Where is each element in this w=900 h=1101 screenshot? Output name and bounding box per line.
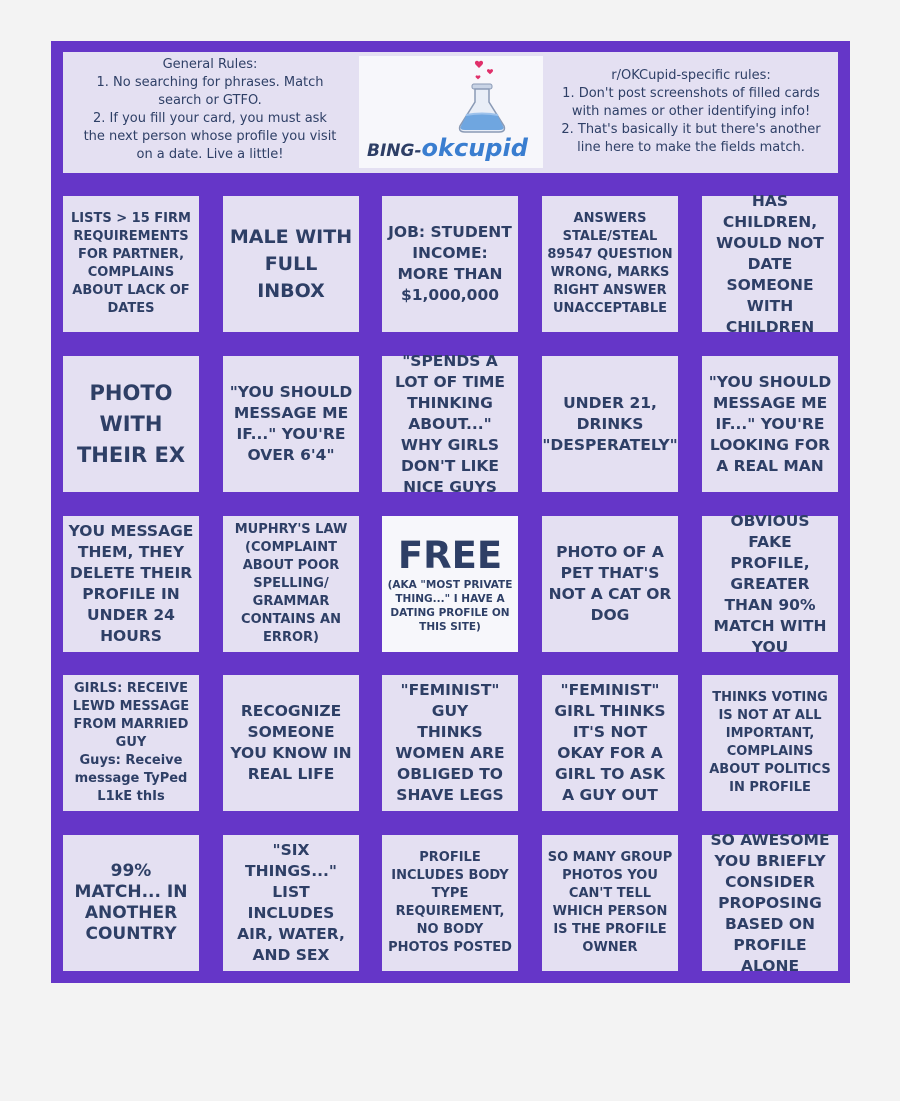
general-rules-line: search or GTFO. [158,93,262,108]
cell-text: THINKS WOMEN ARE OBLIGED TO SHAVE LEGS [395,723,505,804]
cell-text: JOB: STUDENT [388,223,512,241]
bingo-cell[interactable] [542,196,678,332]
bingo-cell[interactable] [542,675,678,811]
general-rules-line: 1. No searching for phrases. Match [96,75,324,90]
bingo-grid [51,41,850,983]
cell-text: LISTS > 15 FIRM REQUIREMENTS FOR PARTNER, COMPLAINS ABOUT LACK OF DATES [71,211,191,316]
cell-text: INCOME: MORE THAN $1,000,000 [397,244,503,304]
cell-text: MUPHRY'S LAW (COMPLAINT ABOUT POOR SPELLING/ GRAMMAR CONTAINS AN ERROR) [234,522,348,645]
cell-text: RECOGNIZE SOMEONE YOU KNOW IN REAL LIFE [230,702,352,783]
bingo-cell[interactable] [63,516,199,652]
cell-text: "YOU SHOULD MESSAGE ME IF..." YOU'RE LOOKING FOR A REAL MAN [708,372,832,475]
cell-text: "FEMINIST" GIRL THINKS IT'S NOT OKAY FOR A GIRL TO ASK A GUY OUT [554,681,666,804]
cell-text: PHOTO WITH THEIR EX [76,380,186,467]
specific-rules-line: line here to make the fields match. [577,140,805,155]
bingo-cell[interactable] [542,356,678,492]
specific-rules-line: 2. That's basically it but there's another [561,122,821,137]
cell-text: "SIX THINGS..." LIST INCLUDES AIR, WATER, AND SEX [237,841,345,964]
specific-rules-line: 1. Don't post screenshots of filled cards [562,86,820,101]
bingo-card [51,41,850,983]
cell-text: PHOTO OF A PET THAT'S NOT A CAT OR DOG [548,543,672,624]
specific-rules-line: with names or other identifying info! [571,104,811,119]
cell-text: SO AWESOME YOU BRIEFLY CONSIDER PROPOSING BASED ON PROFILE ALONE [710,830,830,975]
cell-text: 99% MATCH... IN ANOTHER COUNTRY [74,861,188,944]
specific-rules-line: r/OKCupid-specific rules: [611,68,771,83]
cell-text: MALE WITH FULL INBOX [229,225,353,302]
cell-text: PROFILE INCLUDES BODY TYPE REQUIREMENT, NO BODY PHOTOS POSTED [388,850,512,955]
bingo-cell[interactable] [542,516,678,652]
bingo-cell[interactable] [542,835,678,971]
bingo-cell[interactable] [223,356,359,492]
bingo-cell[interactable] [63,675,199,811]
free-title: FREE [397,534,503,577]
bingo-cell[interactable] [63,196,199,332]
logo-bing-text: BING- [367,141,422,161]
bingo-cell[interactable] [382,675,518,811]
bingo-cell[interactable] [382,835,518,971]
bingo-cell[interactable] [702,675,838,811]
general-rules-line: General Rules: [162,57,258,72]
bingo-cell[interactable] [702,191,838,336]
cell-text: Guys: Receive message TyPed L1kE thIs [74,753,188,804]
cell-text: SO MANY GROUP PHOTOS YOU CAN'T TELL WHICH PERSON IS THE PROFILE OWNER [547,850,673,955]
bingo-cell[interactable] [702,356,838,492]
bingo-cell[interactable] [63,835,199,971]
cell-text: "SPENDS A LOT OF TIME THINKING ABOUT..." WHY GIRLS DON'T LIKE NICE GUYS [395,351,505,496]
general-rules-line: the next person whose profile you visit [83,129,337,144]
bingo-cell[interactable] [702,830,838,975]
cell-text: OBVIOUS FAKE PROFILE, GREATER THAN 90% MATCH WITH YOU [713,511,827,656]
cell-text: HAS CHILDREN, WOULD NOT DATE SOMEONE WITH CHILDREN [716,191,824,336]
logo-okcupid-text: okcupid [421,134,528,162]
cell-text: THINKS VOTING IS NOT AT ALL IMPORTANT, COMPLAINS ABOUT POLITICS IN PROFILE [709,690,831,795]
bingo-cell[interactable] [702,511,838,656]
free-subtitle: (AKA "MOST PRIVATE THING..." I HAVE A DATING PROFILE ON THIS SITE) [387,579,513,633]
bingo-cell[interactable] [223,675,359,811]
bingo-cell[interactable] [223,196,359,332]
cell-text: "FEMINIST" GUY [400,681,500,720]
bingo-cell[interactable] [223,835,359,971]
bingo-cell[interactable] [223,516,359,652]
cell-text: ANSWERS STALE/STEAL 89547 QUESTION WRONG, MARKS RIGHT ANSWER UNACCEPTABLE [547,211,673,316]
bingo-cell[interactable] [382,196,518,332]
cell-text: UNDER 21, DRINKS "DESPERATELY" [542,393,678,454]
bingo-cell[interactable] [63,356,199,492]
general-rules-line: on a date. Live a little! [136,147,284,162]
free-space-cell[interactable] [382,516,518,652]
cell-text: GIRLS: RECEIVE LEWD MESSAGE FROM MARRIED GUY [72,681,190,750]
general-rules-line: 2. If you fill your card, you must ask [93,111,327,126]
cell-text: YOU MESSAGE THEM, THEY DELETE THEIR PROFILE IN UNDER 24 HOURS [68,522,194,645]
cell-text: "YOU SHOULD MESSAGE ME IF..." YOU'RE OVER 6'4" [229,383,353,464]
bingo-cell[interactable] [382,351,518,496]
